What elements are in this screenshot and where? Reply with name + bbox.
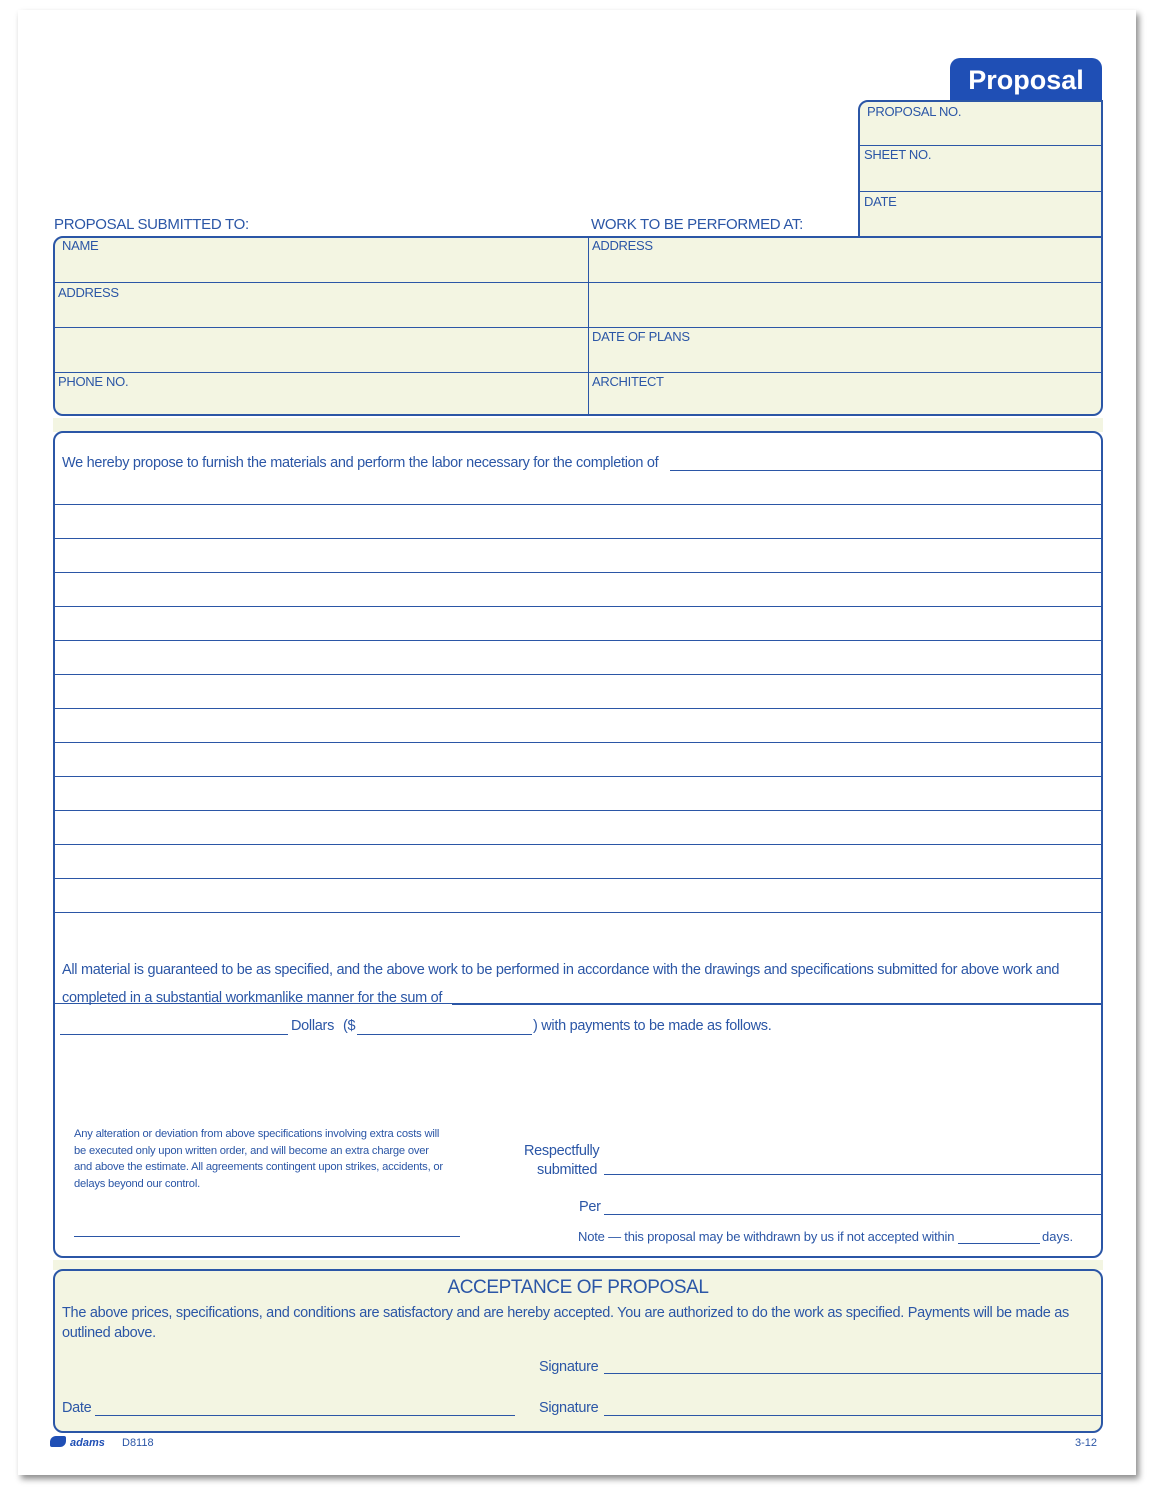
signature-label-2: Signature (539, 1400, 599, 1416)
scope-line-input-8[interactable] (55, 725, 1101, 742)
acceptance-date-field[interactable] (95, 1415, 515, 1416)
respectfully-label: Respectfully (524, 1143, 600, 1159)
scope-line-14[interactable] (55, 1003, 1101, 1004)
adams-logo-icon (50, 1436, 66, 1447)
submitted-to-heading: PROPOSAL SUBMITTED TO: (54, 216, 249, 233)
scope-line-2[interactable] (55, 538, 1101, 539)
phone-input[interactable] (58, 394, 583, 411)
scope-line-6[interactable] (55, 674, 1101, 675)
scope-line-13[interactable] (55, 912, 1101, 913)
date-of-plans-input[interactable] (593, 352, 1098, 369)
architect-label: ARCHITECT (592, 374, 664, 389)
proposal-no-label: PROPOSAL NO. (867, 104, 962, 119)
scope-line-input-10[interactable] (55, 793, 1101, 810)
acceptance-date-input[interactable] (95, 1398, 515, 1415)
job-address-input-2[interactable] (593, 307, 1098, 324)
name-label: NAME (62, 238, 99, 253)
date-of-plans-label: DATE OF PLANS (592, 329, 690, 344)
customer-address-label: ADDRESS (58, 285, 119, 300)
form-page (18, 10, 1136, 1475)
per-label: Per (579, 1199, 601, 1215)
name-input[interactable] (58, 262, 583, 279)
scope-line-input-5[interactable] (55, 623, 1101, 640)
dollar-sign-label: ($ (343, 1018, 356, 1034)
proposal-no-input[interactable] (863, 125, 1098, 142)
scope-line-input-7[interactable] (55, 691, 1101, 708)
signature-label-1: Signature (539, 1359, 599, 1375)
customer-address-input[interactable] (58, 307, 583, 324)
days-label: days. (1042, 1229, 1074, 1244)
header-date-label: DATE (864, 194, 897, 209)
brand-name: adams (70, 1437, 105, 1449)
sum-of-field[interactable] (452, 1004, 1102, 1005)
acceptance-date-label: Date (62, 1400, 92, 1416)
withdrawal-note-text: Note — this proposal may be withdrawn by us if not accepted within (578, 1229, 955, 1244)
scope-line-9[interactable] (55, 776, 1101, 777)
scope-line-input-9[interactable] (55, 759, 1101, 776)
scope-line-input-2[interactable] (55, 521, 1101, 538)
sheet-no-input[interactable] (863, 171, 1098, 188)
dollar-amount-field[interactable] (357, 1034, 532, 1035)
header-date-input[interactable] (863, 217, 1098, 234)
job-address-label: ADDRESS (592, 238, 653, 253)
per-input[interactable] (604, 1197, 1102, 1214)
scope-line-5[interactable] (55, 640, 1101, 641)
adams-logo (50, 1436, 105, 1449)
submitted-label: submitted (537, 1162, 598, 1178)
scope-line-input-3[interactable] (55, 555, 1101, 572)
signature-field-1[interactable] (604, 1373, 1102, 1374)
signature-input-2[interactable] (604, 1398, 1102, 1415)
dollars-words-input[interactable] (60, 1017, 288, 1034)
signature-field-2[interactable] (604, 1415, 1102, 1416)
scope-line-3[interactable] (55, 572, 1101, 573)
submitted-by-field[interactable] (604, 1174, 1102, 1175)
guarantee-text-line1: All material is guaranteed to be as specified, and the above work to be performed in accordance with the drawings and specifications submitted for above work and (62, 962, 1060, 978)
revision-code: 3-12 (1075, 1437, 1098, 1449)
scope-line-8[interactable] (55, 742, 1101, 743)
form-code: D8118 (122, 1437, 154, 1449)
withdrawal-days-input[interactable] (958, 1226, 1040, 1243)
scope-line-input-13[interactable] (55, 895, 1101, 912)
scope-line-1[interactable] (55, 504, 1101, 505)
signature-input-1[interactable] (604, 1356, 1102, 1373)
scope-line-12[interactable] (55, 878, 1101, 879)
alteration-notice: Any alteration or deviation from above specifications involving extra costs will be executed only upon written order, and will become an extra charge over and above the estimate. All agreements contingent upon strikes, accidents, or delays beyond our control. (74, 1128, 443, 1190)
dollars-words-field[interactable] (60, 1034, 288, 1035)
acceptance-text-line1: The above prices, specifications, and conditions are satisfactory and are hereby accepted. You are authorized to do the work as specified. Payments will be made as (62, 1305, 1069, 1321)
contractor-signature-input[interactable] (74, 1219, 460, 1236)
withdrawal-note (578, 1229, 954, 1244)
per-field[interactable] (604, 1214, 1102, 1215)
scope-line-input-12[interactable] (55, 861, 1101, 878)
proposal-title-tab (950, 58, 1102, 106)
acceptance-title: ACCEPTANCE OF PROPOSAL (447, 1277, 709, 1298)
scope-line-input-4[interactable] (55, 589, 1101, 606)
withdrawal-days-field[interactable] (958, 1243, 1040, 1244)
submitted-by-input[interactable] (604, 1157, 1102, 1174)
scope-line-10[interactable] (55, 810, 1101, 811)
architect-input[interactable] (593, 394, 1098, 411)
work-at-heading: WORK TO BE PERFORMED AT: (591, 216, 803, 233)
acceptance-text-line2: outlined above. (62, 1325, 156, 1341)
scope-line-input-6[interactable] (55, 657, 1101, 674)
completion-of-field[interactable] (670, 470, 1102, 471)
dollars-label: Dollars (291, 1018, 335, 1034)
customer-address-input-2[interactable] (58, 352, 583, 369)
contractor-signature-field[interactable] (74, 1236, 460, 1237)
dollar-amount-input[interactable] (357, 1017, 532, 1034)
scope-line-input-1[interactable] (55, 487, 1101, 504)
scope-line-11[interactable] (55, 844, 1101, 845)
scope-line-4[interactable] (55, 606, 1101, 607)
sum-of-input[interactable] (452, 987, 1102, 1004)
phone-label: PHONE NO. (58, 374, 129, 389)
scope-line-7[interactable] (55, 708, 1101, 709)
job-address-input[interactable] (593, 262, 1098, 279)
sheet-no-label: SHEET NO. (864, 147, 932, 162)
guarantee-text-line2: completed in a substantial workmanlike manner for the sum of (62, 990, 443, 1006)
payments-text: ) with payments to be made as follows. (533, 1018, 772, 1034)
completion-of-input[interactable] (670, 453, 1102, 470)
scope-line-input-11[interactable] (55, 827, 1101, 844)
proposal-title: Proposal (968, 65, 1084, 95)
proposal-intro-text: We hereby propose to furnish the materials and perform the labor necessary for the completion of (62, 455, 659, 471)
